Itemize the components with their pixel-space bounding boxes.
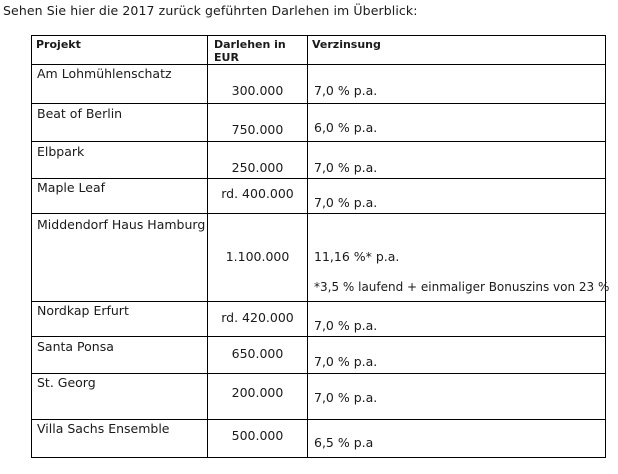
cell-rate	[308, 337, 606, 374]
project-name: Elbpark	[37, 144, 85, 159]
interest-rate: 6,5 % p.a	[314, 435, 374, 450]
cell-amount	[208, 302, 308, 337]
cell-amount	[208, 374, 308, 420]
cell-project	[32, 420, 208, 458]
loan-amount: rd. 420.000	[221, 310, 294, 325]
project-name: Am Lohmühlenschatz	[37, 66, 172, 81]
table-row	[32, 374, 606, 420]
cell-project	[32, 65, 208, 104]
cell-amount	[208, 65, 308, 104]
table-row	[32, 337, 606, 374]
table-row	[32, 302, 606, 337]
project-name: St. Georg	[37, 375, 96, 390]
loan-amount: rd. 400.000	[221, 186, 294, 201]
loan-amount: 200.000	[231, 385, 284, 400]
project-name: Maple Leaf	[37, 180, 106, 195]
cell-rate	[308, 142, 606, 179]
project-name: Middendorf Haus Hamburg	[37, 217, 206, 232]
header-amount: Darlehen in EUR	[208, 36, 308, 65]
table-row	[32, 420, 606, 458]
table-row	[32, 65, 606, 104]
project-name: Beat of Berlin	[37, 106, 123, 121]
cell-rate	[308, 65, 606, 104]
loan-table	[31, 35, 610, 458]
cell-rate	[308, 214, 610, 302]
cell-project	[32, 142, 208, 179]
loan-amount: 1.100.000	[225, 249, 290, 264]
cell-project	[32, 337, 208, 374]
loan-amount: 300.000	[231, 83, 284, 98]
cell-amount	[208, 214, 308, 302]
cell-rate	[308, 179, 606, 214]
table-row	[32, 179, 606, 214]
cell-rate	[308, 420, 606, 458]
interest-rate: 7,0 % p.a.	[314, 195, 378, 210]
table-row	[32, 214, 606, 302]
cell-project	[32, 179, 208, 214]
interest-rate: 7,0 % p.a.	[314, 83, 378, 98]
cell-rate	[308, 374, 606, 420]
interest-rate: 7,0 % p.a.	[314, 318, 378, 333]
interest-rate: 11,16 %* p.a.	[314, 249, 400, 264]
cell-amount	[208, 142, 308, 179]
interest-rate: 7,0 % p.a.	[314, 354, 378, 369]
intro-text: Sehen Sie hier die 2017 zurück geführten Darlehen im Überblick:	[3, 3, 418, 18]
cell-project	[32, 302, 208, 337]
header-project: Projekt	[32, 36, 208, 65]
interest-rate: 7,0 % p.a.	[314, 390, 378, 405]
cell-amount	[208, 104, 308, 142]
interest-rate: 6,0 % p.a.	[314, 120, 378, 135]
table-header-row	[32, 36, 606, 65]
project-name: Santa Ponsa	[37, 339, 114, 354]
cell-rate	[308, 104, 606, 142]
interest-rate: 7,0 % p.a.	[314, 160, 378, 175]
project-name: Villa Sachs Ensemble	[37, 421, 170, 436]
cell-amount	[208, 179, 308, 214]
header-rate: Verzinsung	[308, 36, 606, 65]
cell-project	[32, 374, 208, 420]
cell-project	[32, 214, 208, 302]
cell-project	[32, 104, 208, 142]
loan-amount: 650.000	[231, 346, 284, 361]
loan-amount: 750.000	[231, 122, 284, 137]
table-row	[32, 104, 606, 142]
cell-amount	[208, 420, 308, 458]
loan-amount: 500.000	[231, 428, 284, 443]
table-row	[32, 142, 606, 179]
cell-rate	[308, 302, 606, 337]
rate-footnote: *3,5 % laufend + einmaliger Bonuszins von 23 %	[314, 280, 610, 294]
loan-amount: 250.000	[231, 160, 284, 175]
cell-amount	[208, 337, 308, 374]
project-name: Nordkap Erfurt	[37, 303, 129, 318]
